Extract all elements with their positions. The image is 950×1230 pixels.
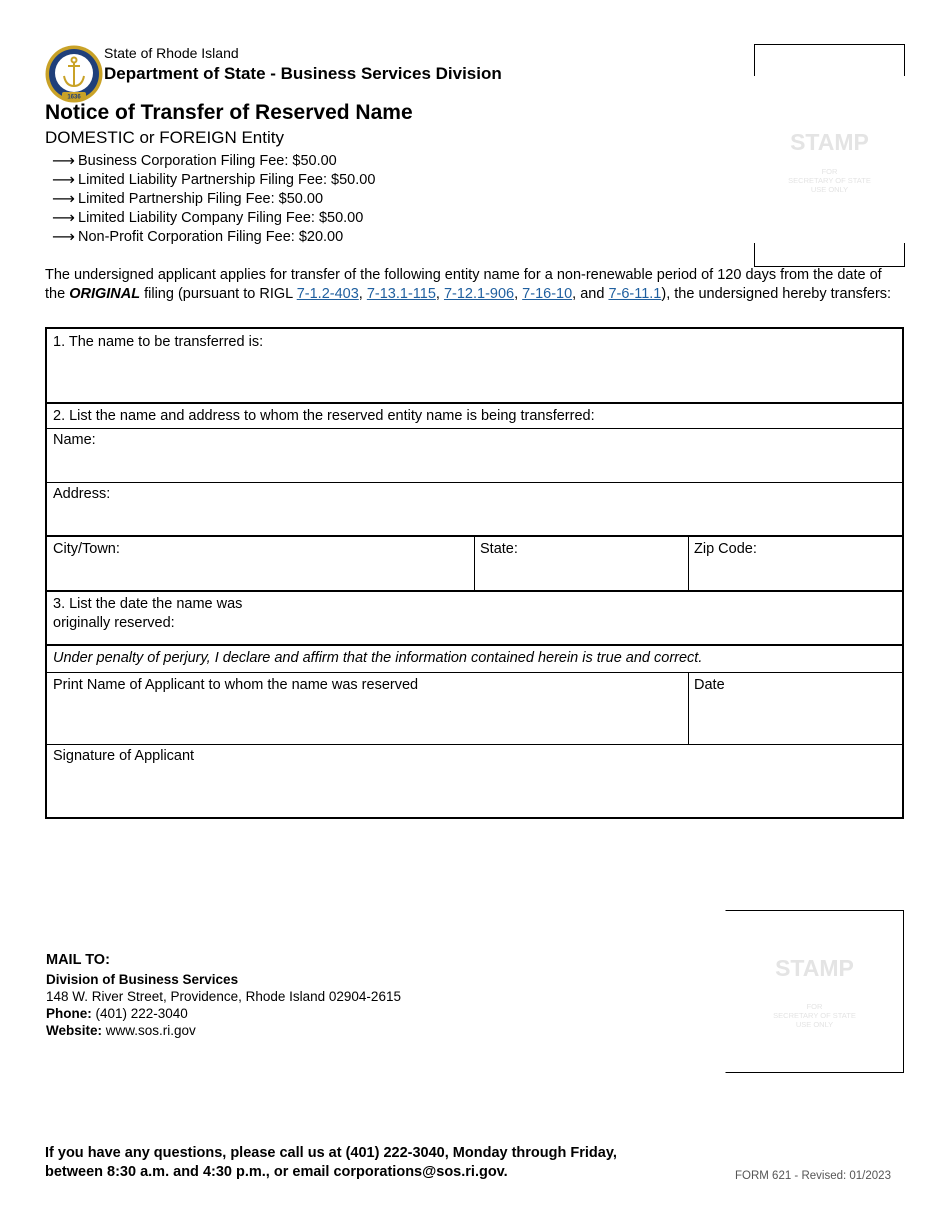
fee-item: ⟶ Non-Profit Corporation Filing Fee: $20.00 [52,228,344,246]
mail-to-block [46,952,401,1039]
transfer-name-field[interactable] [47,353,901,403]
intro-paragraph: The undersigned applicant applies for transfer of the following entity name for a non-renewable period of 120 days from the date of the ORIGINAL filing (pursuant to RIGL 7-1.2-403, 7-13.1-115, 7-12.1-906, 7-16-10, and 7-6-11.1), the undersigned hereby transfers: [45,267,892,302]
state-name: State of Rhode Island [104,45,239,61]
original-date-field[interactable] [267,595,897,641]
department-name: Department of State - Business Services Division [104,64,502,83]
name-label: Name: [53,432,96,448]
transferee-address-field[interactable] [47,505,901,535]
mail-to-heading: MAIL TO: [46,952,110,968]
address-label: Address: [53,486,111,502]
original-date-label-cont: originally reserved: [53,615,175,631]
stamp-label: STAMP [775,955,854,981]
arrow-right-icon: ⟶ [52,152,75,170]
stamp-note-line: FOR [821,167,838,176]
rigl-link[interactable]: 7-16-10 [522,286,573,302]
rigl-link[interactable]: 7-6-11.1 [608,286,662,302]
stamp-note-line: FOR [806,1002,823,1011]
stamp-note-line: USE ONLY [795,1020,834,1029]
arrow-right-icon: ⟶ [52,209,75,227]
stamp-note-line: USE ONLY [810,185,849,194]
fee-item: ⟶ Business Corporation Filing Fee: $50.00 [52,152,337,170]
fee-item: ⟶ Limited Liability Partnership Filing Fee: $50.00 [52,171,376,189]
mail-org: Division of Business Services [46,972,239,987]
transferee-name-field[interactable] [47,451,901,481]
print-name-field[interactable] [47,696,687,743]
mail-phone: Phone: (401) 222-3040 [46,1006,188,1021]
state-field[interactable] [475,560,687,589]
perjury-statement: Under penalty of perjury, I declare and affirm that the information contained herein is true and correct. [53,650,703,666]
page-title: Notice of Transfer of Reserved Name [45,101,413,124]
date-label: Date [694,677,725,693]
rigl-link[interactable]: 7-12.1-906 [443,286,515,302]
arrow-right-icon: ⟶ [52,171,75,189]
zip-label: Zip Code: [694,541,757,557]
signature-field[interactable] [47,767,901,815]
city-label: City/Town: [53,541,120,557]
original-date-label: 3. List the date the name was [53,596,243,612]
rigl-link[interactable]: 7-1.2-403 [296,286,359,302]
transfer-form [45,327,904,819]
stamp-box [725,910,904,1073]
arrow-right-icon: ⟶ [52,190,75,208]
page-subtitle: DOMESTIC or FOREIGN Entity [45,128,284,147]
signature-label: Signature of Applicant [53,748,195,764]
rigl-link[interactable]: 7-13.1-115 [366,286,436,302]
stamp-note-line: SECRETARY OF STATE [773,1011,856,1020]
arrow-right-icon: ⟶ [52,228,75,246]
stamp-label: STAMP [790,129,869,155]
state-label: State: [480,541,518,557]
transfer-name-label: 1. The name to be transferred is: [53,334,264,350]
zip-field[interactable] [689,560,901,589]
state-seal [45,45,103,103]
contact-footer: If you have any questions, please call us at (401) 222-3040, Monday through Friday, between 8:30 a.m. and 4:30 p.m., or email corporations@sos.ri.gov. [45,1145,617,1180]
stamp-box [754,44,905,267]
mail-website: Website: www.sos.ri.gov [46,1023,196,1038]
print-name-label: Print Name of Applicant to whom the name was reserved [53,677,419,693]
mail-address: 148 W. River Street, Providence, Rhode Island 02904-2615 [46,989,401,1004]
city-field[interactable] [47,560,473,589]
fee-item: ⟶ Limited Partnership Filing Fee: $50.00 [52,190,324,208]
fee-list [52,152,375,247]
svg-text:1636: 1636 [67,94,81,101]
transferee-section-label: 2. List the name and address to whom the reserved entity name is being transferred: [53,408,595,424]
stamp-note-line: SECRETARY OF STATE [788,176,871,185]
fee-item: ⟶ Limited Liability Company Filing Fee: $50.00 [52,209,364,227]
form-number: FORM 621 - Revised: 01/2023 [735,1170,891,1182]
date-field[interactable] [689,696,901,743]
